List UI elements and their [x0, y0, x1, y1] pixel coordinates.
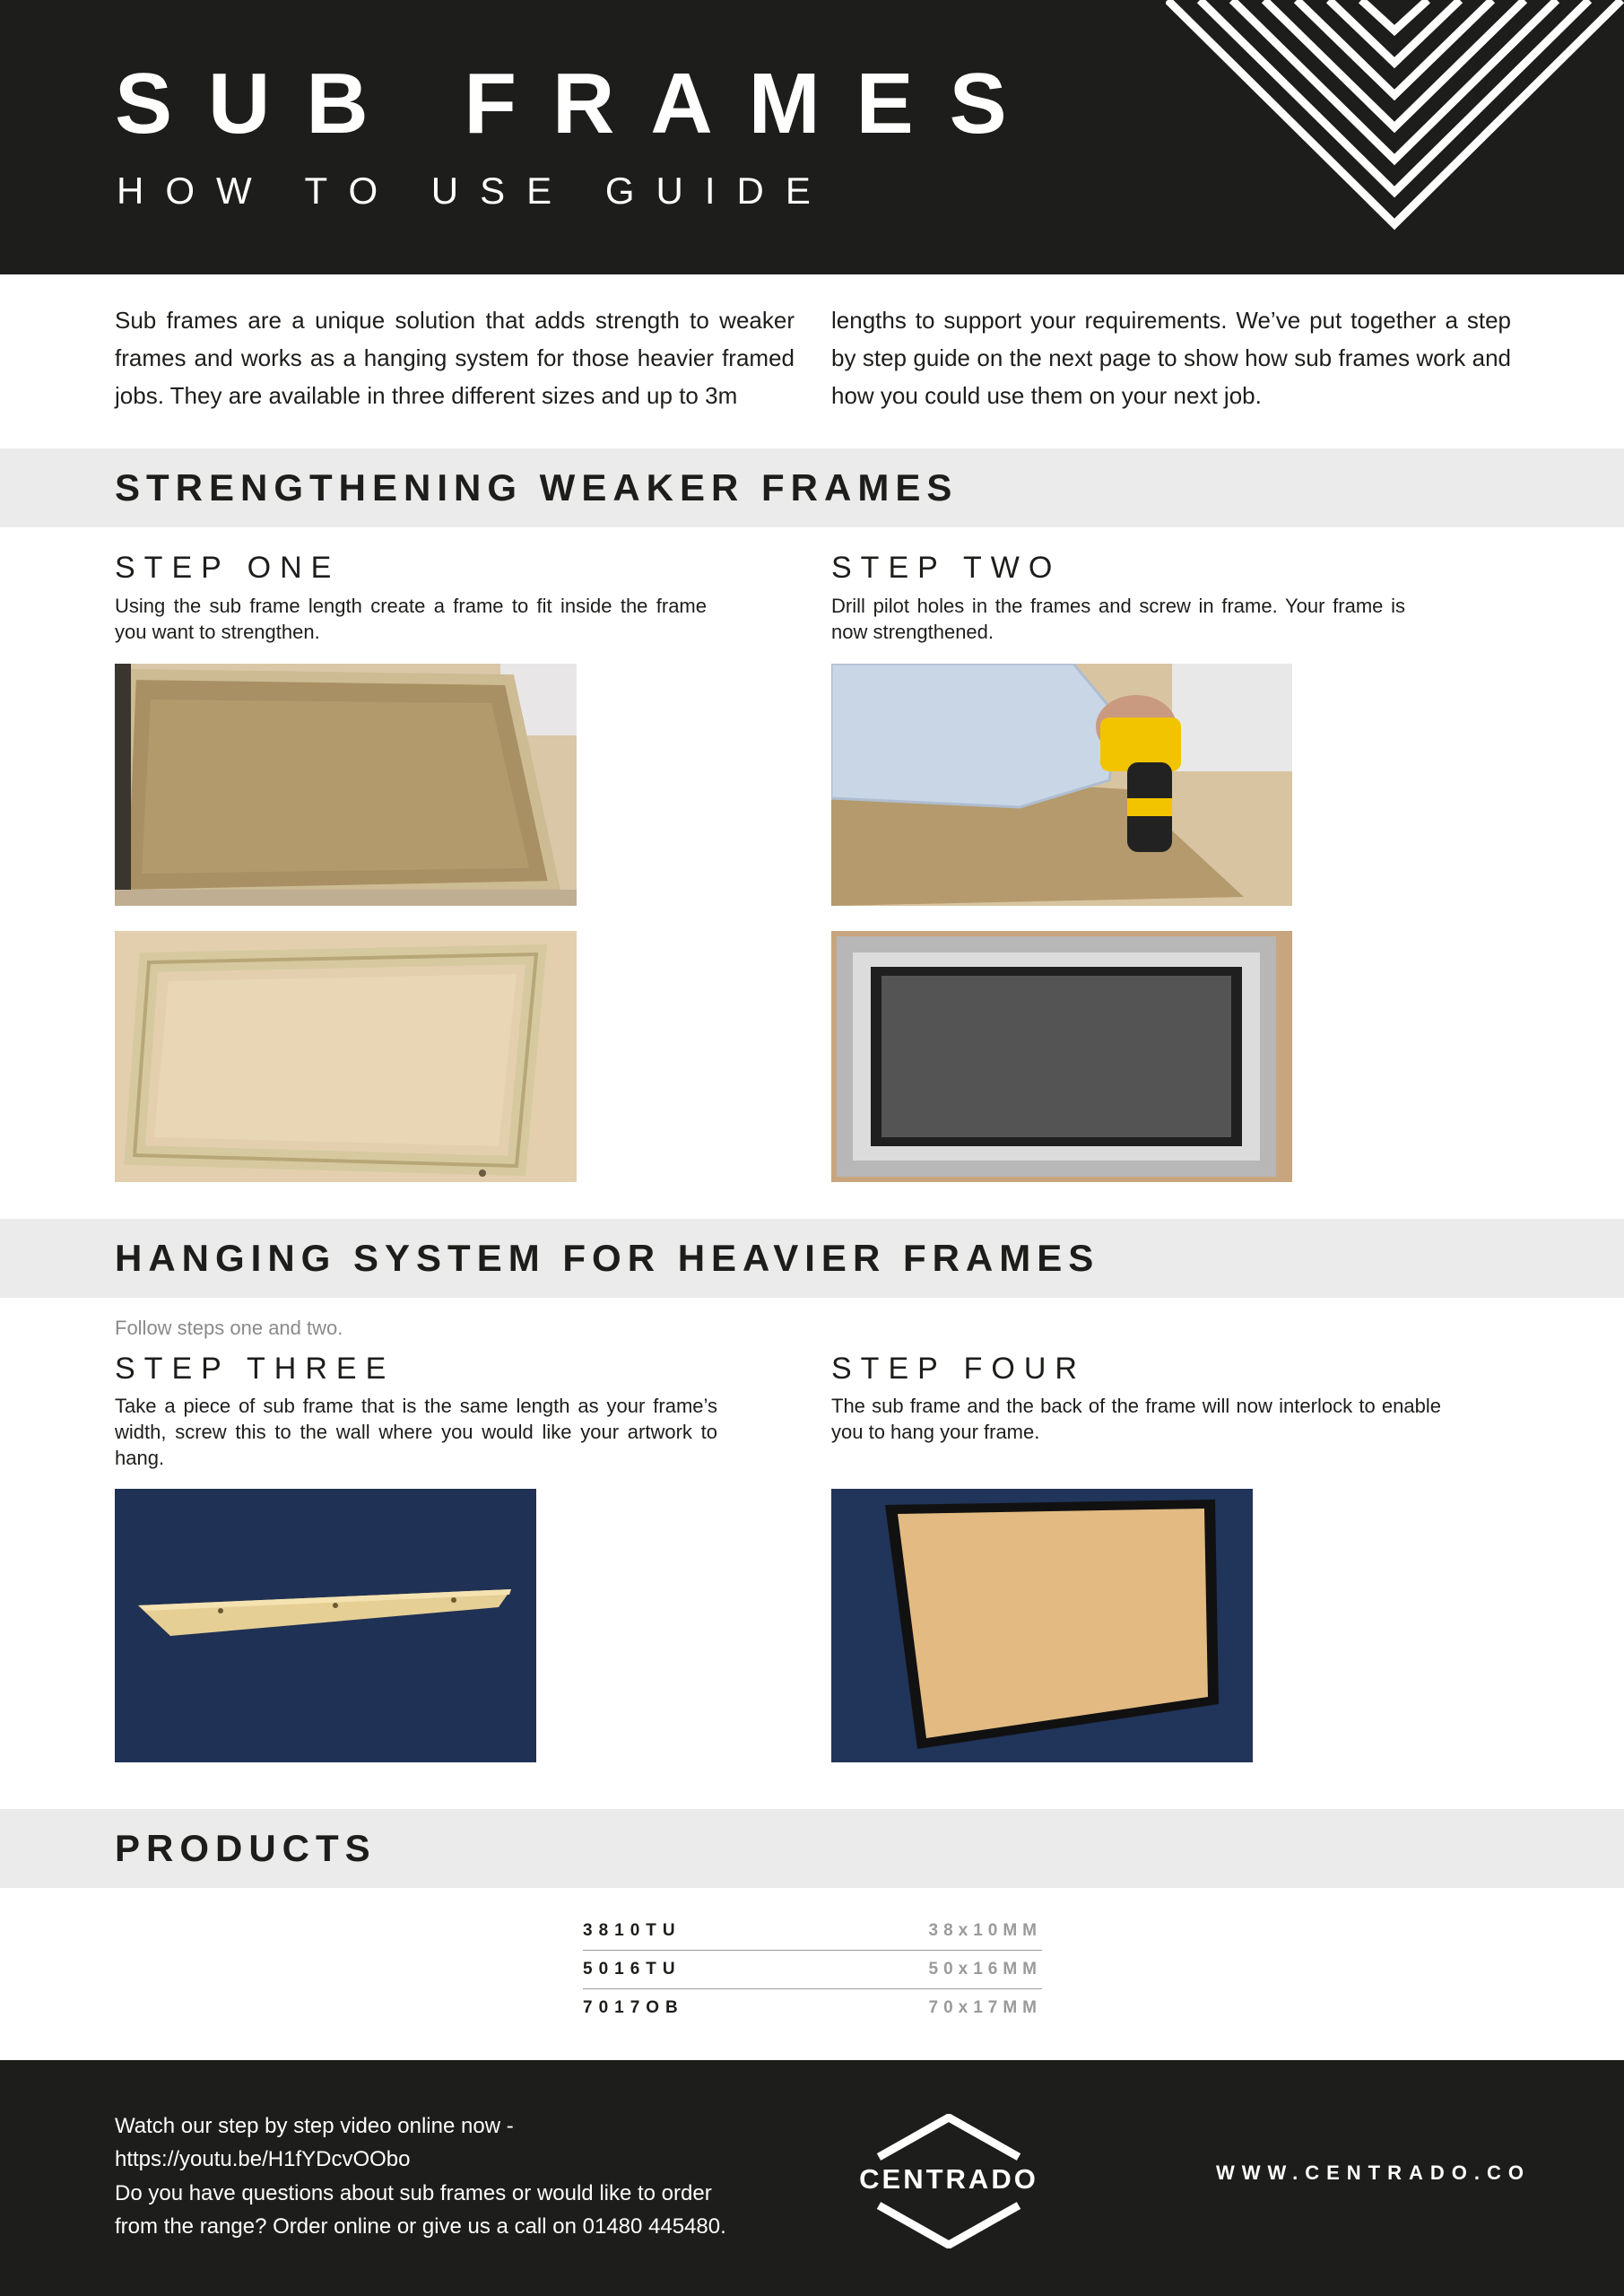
table-row [583, 1951, 1042, 1989]
product-code: 3810TU [583, 1921, 682, 1940]
table-row [583, 1989, 1042, 2027]
product-size: 50x16MM [928, 1960, 1042, 1979]
product-code: 5016TU [583, 1960, 682, 1979]
table-row [583, 1912, 1042, 1951]
page-subtitle: HOW TO USE GUIDE [117, 170, 832, 212]
photo-assembled-subframe [115, 931, 577, 1182]
step-three-title: STEP THREE [115, 1352, 395, 1386]
products-table [583, 1912, 1042, 2027]
step-four-description: The sub frame and the back of the frame will now interlock to enable you to hang your frame. [831, 1395, 1441, 1443]
section-title-hanging: HANGING SYSTEM FOR HEAVIER FRAMES [115, 1237, 1100, 1279]
photo-strengthened-frame [831, 931, 1292, 1182]
footer-video-link[interactable]: https://youtu.be/H1fYDcvOObo [115, 2147, 411, 2171]
intro-text-left: Sub frames are a unique solution that adds strength to weaker frames and works as a hanging system for those heavier framed jobs. They are available in three different sizes and up to 3m [115, 307, 795, 409]
photo-hung-frame [831, 1489, 1253, 1762]
photo-subframe-board [115, 664, 577, 906]
footer-order-text: from the range? Order online or give us a call on 01480 445480. [115, 2214, 726, 2239]
section-title-products: PRODUCTS [115, 1827, 377, 1869]
footer-questions-text: Do you have questions about sub frames or would like to order [115, 2181, 712, 2205]
follow-steps-note: Follow steps one and two. [115, 1317, 343, 1339]
page-title: SUB FRAMES [115, 56, 1043, 152]
step-two-description: Drill pilot holes in the frames and screw in frame. Your frame is now strengthened. [831, 595, 1405, 643]
step-two-title: STEP TWO [831, 551, 1062, 585]
product-size: 70x17MM [928, 1998, 1042, 2017]
section-band-products [0, 1809, 1624, 1888]
footer [0, 2060, 1624, 2296]
product-code: 7017OB [583, 1998, 684, 2017]
chevron-stripes-graphic [1166, 0, 1624, 274]
footer-video-text: Watch our step by step video online now - [115, 2114, 514, 2138]
website-link[interactable]: WWW.CENTRADO.CO [1216, 2161, 1531, 2184]
step-one-description: Using the sub frame length create a frame to fit inside the frame you want to strengthen. [115, 595, 707, 643]
centrado-logo [850, 2114, 1047, 2248]
logo-wordmark: CENTRADO [859, 2163, 1038, 2195]
header-banner [0, 0, 1624, 274]
photo-wall-strip [115, 1489, 536, 1762]
step-one-title: STEP ONE [115, 551, 341, 585]
section-band-strengthening [0, 448, 1624, 527]
step-three-description: Take a piece of sub frame that is the same length as your frame’s width, screw this to the wall where you would like your artwork to hang. [115, 1395, 717, 1469]
intro-text-right: lengths to support your requirements. We’ve put together a step by step guide on the next page to show how sub frames work and how you could use them on your next job. [831, 307, 1511, 409]
section-title-strengthening: STRENGTHENING WEAKER FRAMES [115, 466, 959, 509]
photo-drilling-frame [831, 664, 1292, 906]
section-band-hanging [0, 1219, 1624, 1298]
step-four-title: STEP FOUR [831, 1352, 1086, 1386]
product-size: 38x10MM [928, 1921, 1042, 1940]
